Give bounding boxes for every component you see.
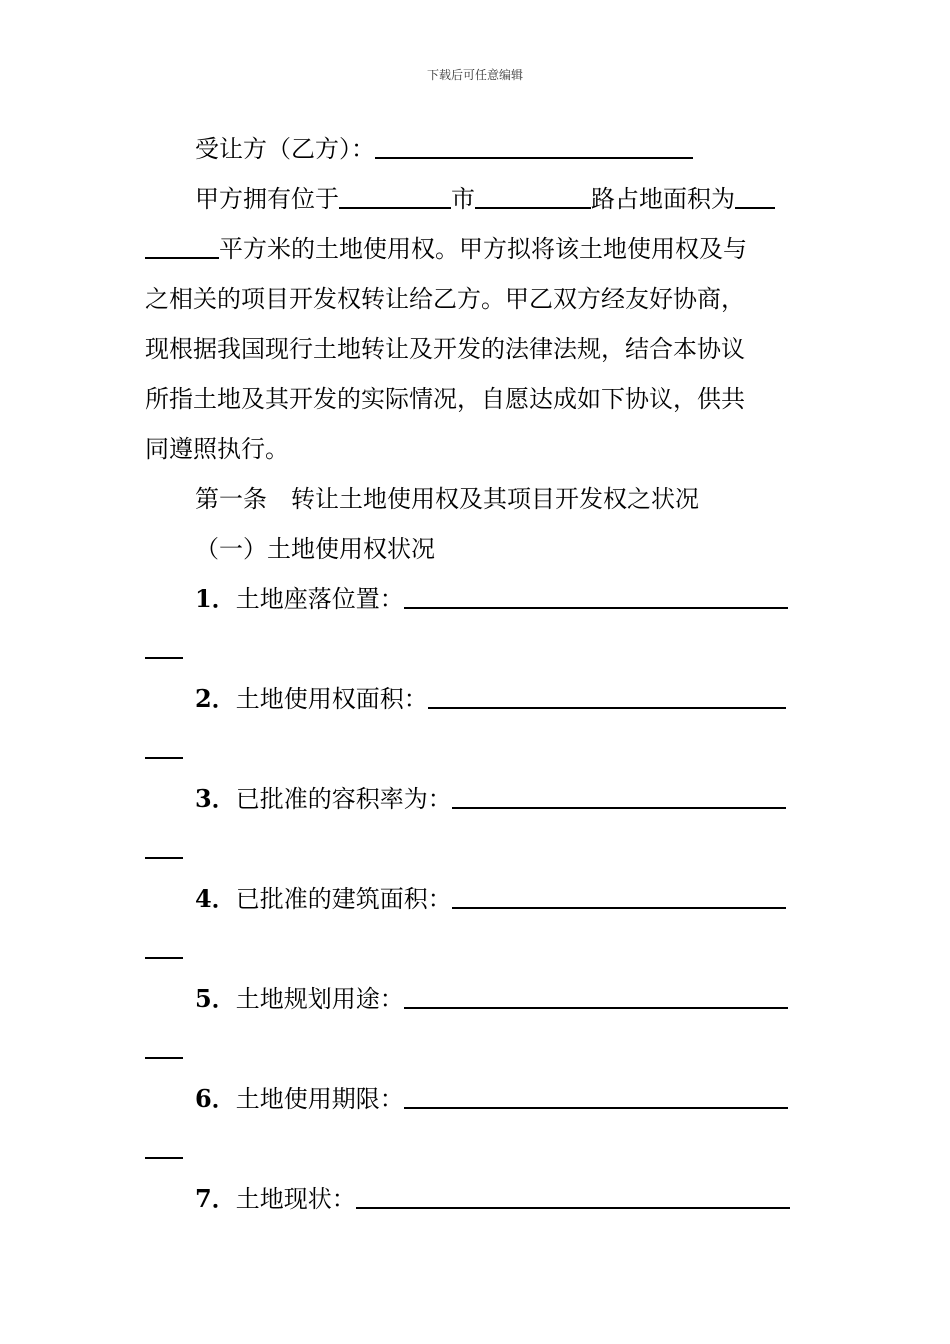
item-4-blank[interactable]: [452, 885, 786, 909]
item-number: 6．: [195, 1084, 236, 1113]
item-3-continuation: [145, 831, 810, 867]
text-city: 市: [451, 185, 475, 213]
item-2-continuation: [145, 731, 810, 767]
paragraph-line-4: 现根据我国现行土地转让及开发的法律法规，结合本协议: [145, 335, 745, 363]
item-3-blank[interactable]: [452, 785, 786, 809]
item-7: [195, 1181, 860, 1217]
party-b-line: [195, 131, 860, 167]
city-blank[interactable]: [339, 185, 451, 209]
road-blank[interactable]: [475, 185, 591, 209]
item-6-blank[interactable]: [404, 1085, 788, 1109]
party-b-label: 受让方（乙方）：: [195, 135, 375, 163]
item-6-continuation: [145, 1131, 810, 1167]
item-3-blank-tail[interactable]: [145, 835, 183, 859]
item-1-blank[interactable]: [404, 585, 788, 609]
paragraph-line-2: [145, 231, 810, 267]
item-label: 已批准的容积率为：: [235, 785, 452, 813]
header-watermark: 下载后可任意编辑: [426, 68, 523, 82]
party-b-blank[interactable]: [375, 135, 693, 159]
item-5-blank[interactable]: [404, 985, 788, 1009]
item-label: 土地规划用途：: [235, 985, 404, 1013]
section-1-heading: （一）土地使用权状况: [195, 535, 435, 563]
area-blank-end[interactable]: [145, 235, 219, 259]
text-located-at: 甲方拥有位于: [195, 185, 339, 213]
item-number: 5．: [195, 984, 236, 1013]
item-number: 1．: [195, 584, 236, 613]
item-4-continuation: [145, 931, 810, 967]
item-2-blank-tail[interactable]: [145, 735, 183, 759]
item-7-blank[interactable]: [356, 1185, 790, 1209]
item-2: [195, 681, 860, 717]
paragraph-line-3: 之相关的项目开发权转让给乙方。甲乙双方经友好协商，: [145, 285, 745, 313]
item-3: [195, 781, 860, 817]
item-1: [195, 581, 860, 617]
item-6: [195, 1081, 860, 1117]
item-number: 2．: [195, 684, 236, 713]
text-road-area: 路占地面积为: [591, 185, 735, 213]
item-number: 4．: [195, 884, 236, 913]
item-5-continuation: [145, 1031, 810, 1067]
item-4: [195, 881, 860, 917]
item-1-blank-tail[interactable]: [145, 635, 183, 659]
item-2-blank[interactable]: [428, 685, 786, 709]
paragraph-line-6: 同遵照执行。: [145, 435, 289, 463]
item-5-blank-tail[interactable]: [145, 1035, 183, 1059]
item-label: 土地座落位置：: [235, 585, 404, 613]
item-number: 7．: [195, 1184, 236, 1213]
paragraph-line-1: [195, 181, 860, 217]
item-label: 土地使用权面积：: [235, 685, 428, 713]
item-label: 已批准的建筑面积：: [235, 885, 452, 913]
item-5: [195, 981, 860, 1017]
item-label: 土地使用期限：: [235, 1085, 404, 1113]
item-4-blank-tail[interactable]: [145, 935, 183, 959]
area-blank-start[interactable]: [735, 185, 775, 209]
item-1-continuation: [145, 631, 810, 667]
item-6-blank-tail[interactable]: [145, 1135, 183, 1159]
text-line-2: 平方米的土地使用权。甲方拟将该土地使用权及与: [219, 235, 747, 263]
paragraph-line-5: 所指土地及其开发的实际情况，自愿达成如下协议，供共: [145, 385, 745, 413]
item-label: 土地现状：: [235, 1185, 356, 1213]
article-1-title: 第一条 转让土地使用权及其项目开发权之状况: [195, 485, 699, 513]
item-number: 3．: [195, 784, 236, 813]
